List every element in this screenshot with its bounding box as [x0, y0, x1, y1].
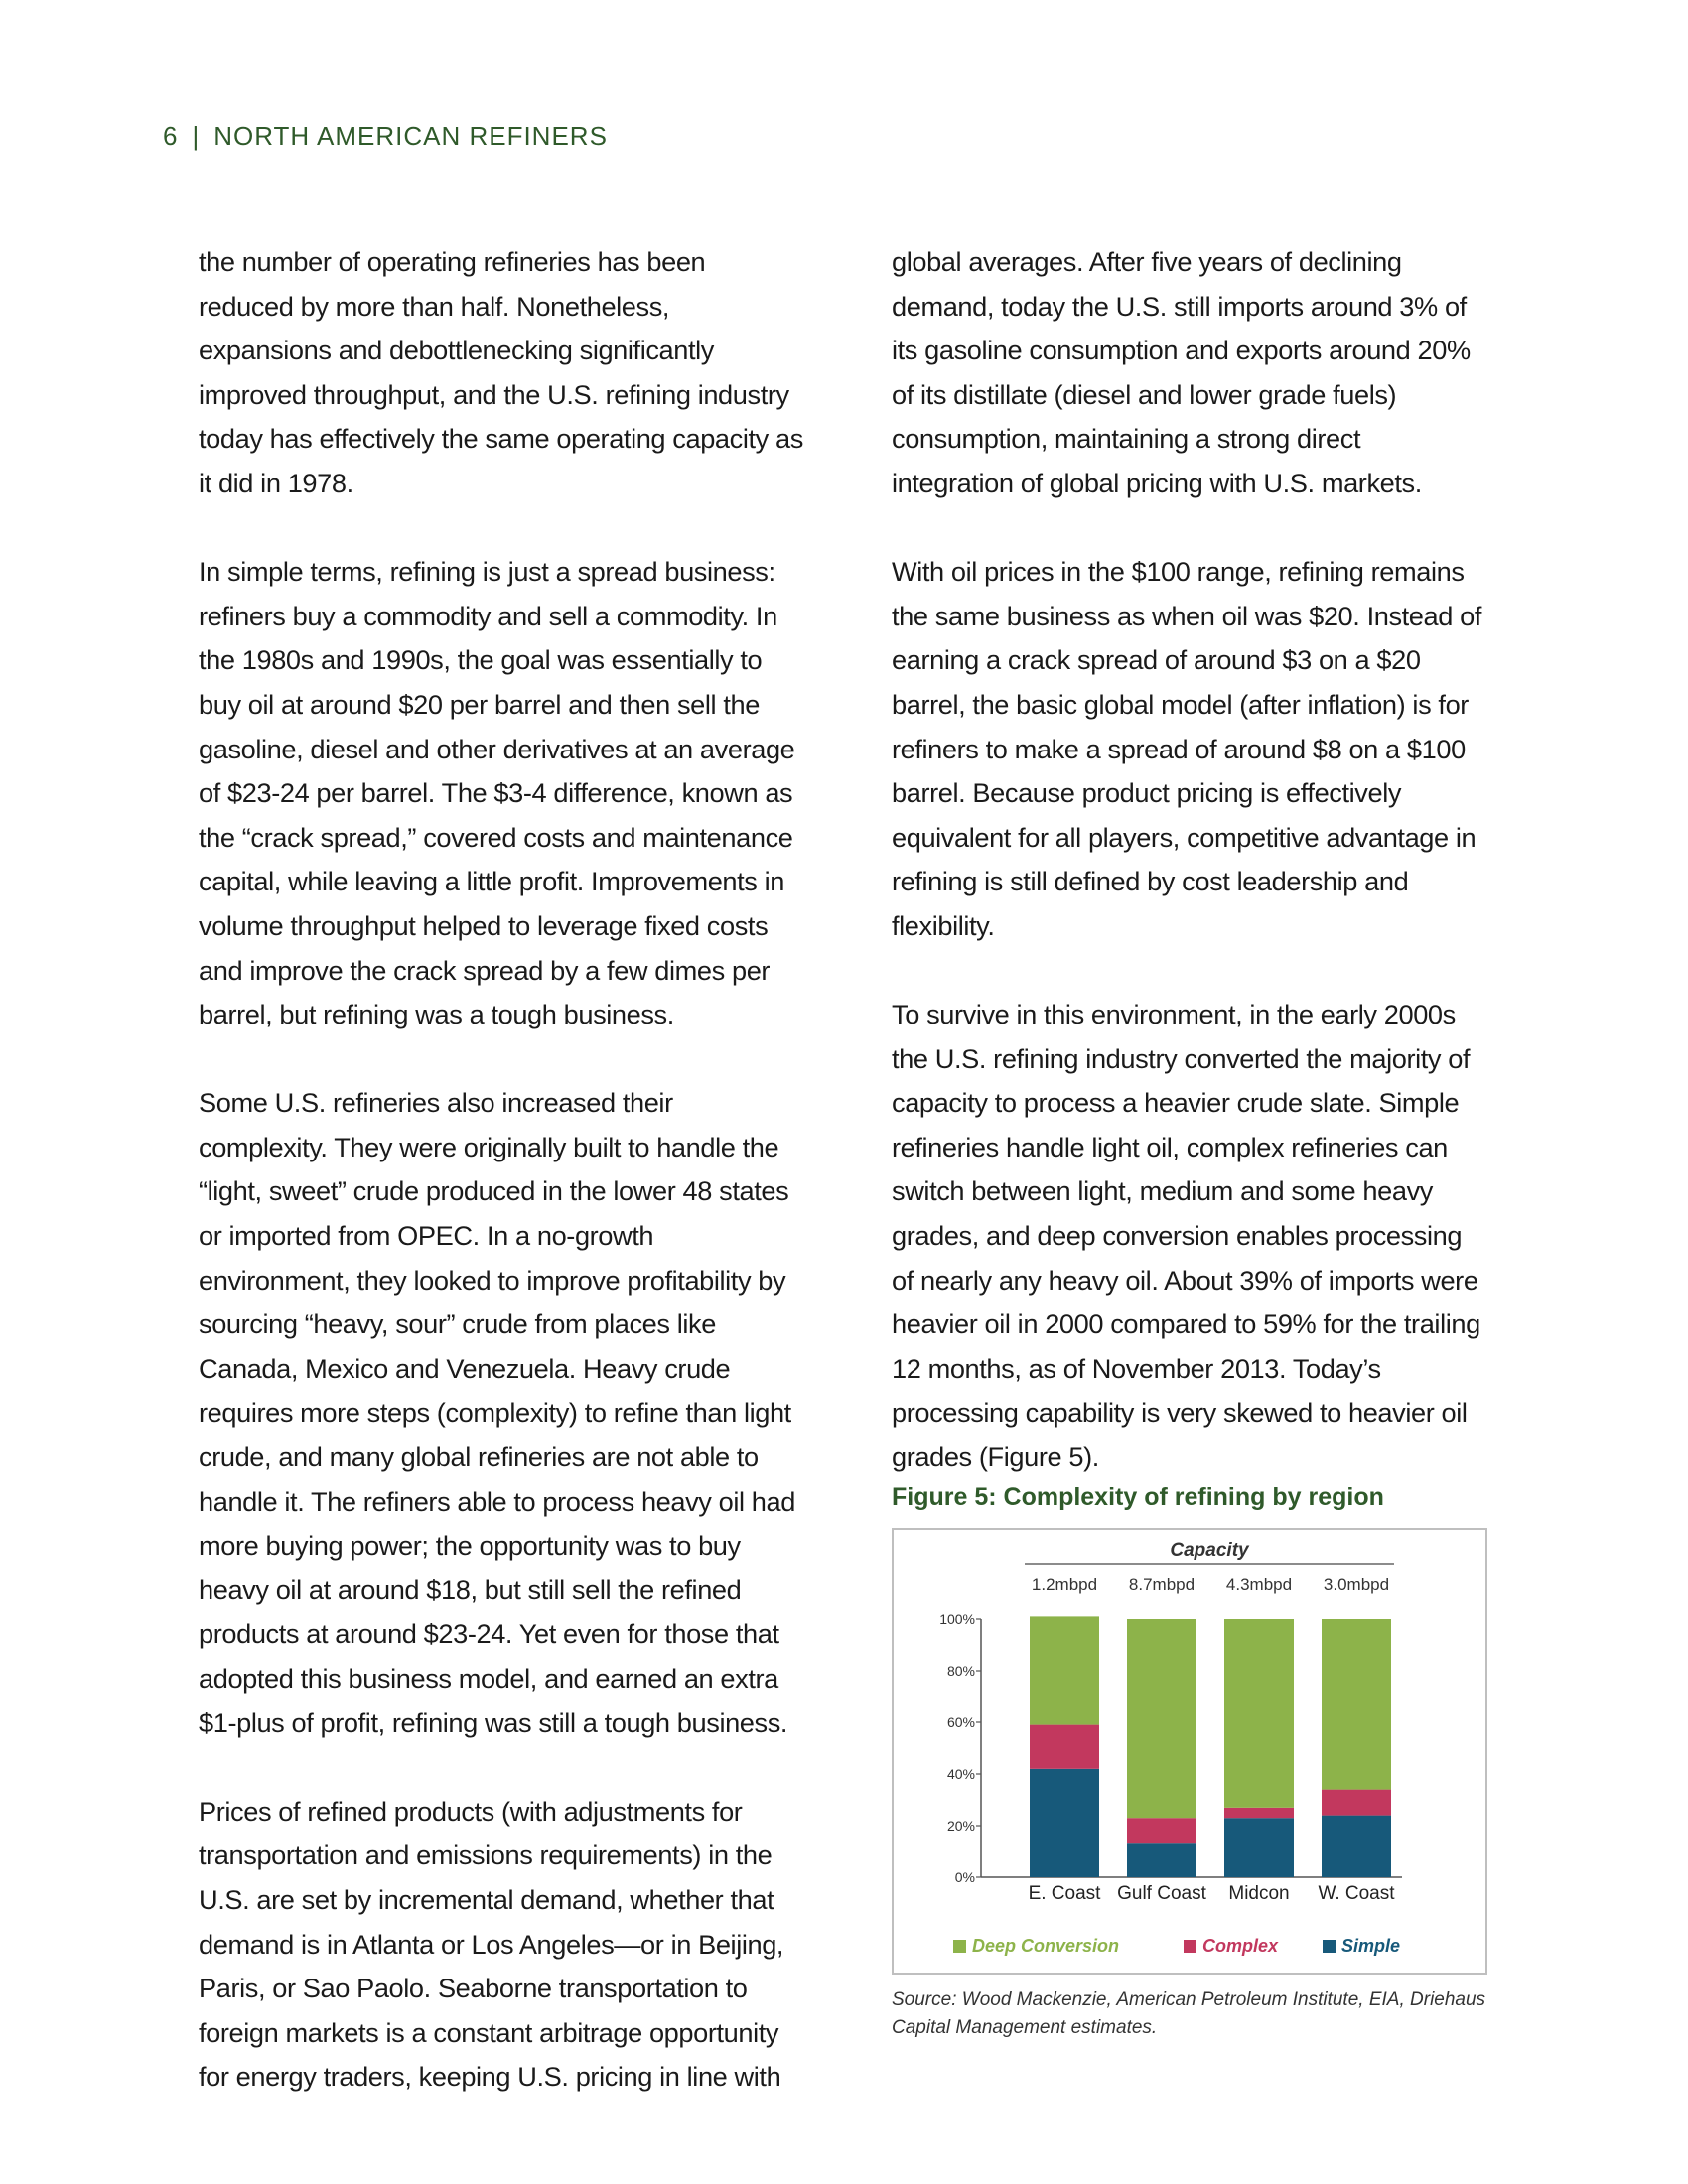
capacity-label: 4.3mbpd: [1225, 1575, 1293, 1594]
capacity-label: 1.2mbpd: [1031, 1575, 1098, 1594]
bar-segment-simple: [1030, 1769, 1099, 1877]
figure-chart-box: [892, 1528, 1487, 1975]
figure-source: Source: Wood Mackenzie, American Petroleum Institute, EIA, Driehaus Capital Management estimates.: [892, 1989, 1486, 2038]
x-tick-label: Gulf Coast: [1117, 1883, 1206, 1904]
capacity-label: 3.0mbpd: [1323, 1575, 1390, 1594]
y-tick-label: 40%: [946, 1766, 975, 1782]
legend-label: Simple: [1341, 1936, 1401, 1956]
bar-segment-deep-conversion: [1127, 1619, 1196, 1818]
bar-segment-complex: [1127, 1818, 1196, 1843]
stacked-bar-chart: [894, 1530, 1485, 1973]
legend-label: Complex: [1202, 1936, 1279, 1956]
y-tick-label: 60%: [946, 1714, 975, 1730]
bar-segment-deep-conversion: [1030, 1616, 1099, 1724]
paragraph: the number of operating refineries has been reduced by more than half. Nonetheless, expansions and debottlenecking significantly improved throughput, and the U.S. refining industry today has effectively the same operating capacity as it did in 1978.: [199, 246, 803, 498]
y-tick-label: 0%: [954, 1869, 975, 1885]
bar-segment-deep-conversion: [1322, 1619, 1391, 1790]
right-column: [892, 240, 1487, 1524]
paragraph: global averages. After five years of declining demand, today the U.S. still imports around 3% of its gasoline consumption and exports around 20% of its distillate (diesel and lower grade fuels) consumption, maintaining a strong direct integration of global pricing with U.S. markets.: [892, 246, 1471, 498]
legend-label: Deep Conversion: [972, 1936, 1120, 1956]
left-column: [199, 240, 806, 2144]
bar-segment-simple: [1224, 1818, 1294, 1877]
bar-segment-complex: [1224, 1808, 1294, 1818]
bar-segment-complex: [1030, 1725, 1099, 1769]
paragraph: To survive in this environment, in the early 2000s the U.S. refining industry converted the majority of capacity to process a heavier crude slate. Simple refineries handle light oil, complex refineries can switch between light, medium and some heavy grades, and deep conversion enables processing of nearly any heavy oil. About 39% of imports were heavier oil in 2000 compared to 59% for the trailing 12 months, as of November 2013. Today’s processing capability is very skewed to heavier oil grades (Figure 5).: [892, 999, 1480, 1473]
bar-segment-simple: [1127, 1843, 1196, 1877]
x-tick-label: W. Coast: [1318, 1883, 1395, 1904]
legend-swatch: [953, 1940, 966, 1953]
section-title: NORTH AMERICAN REFINERS: [213, 121, 608, 151]
x-tick-label: E. Coast: [1028, 1883, 1101, 1904]
x-tick-label: Midcon: [1228, 1883, 1290, 1904]
y-tick-label: 20%: [946, 1818, 975, 1834]
y-tick-label: 80%: [946, 1663, 975, 1679]
bar-segment-deep-conversion: [1224, 1619, 1294, 1808]
paragraph: With oil prices in the $100 range, refining remains the same business as when oil was $20. Instead of earning a crack spread of around $3 on a $20 barrel, the basic global model (after inflation) is for refiners to make a spread of around $8 on a $100 barrel. Because product pricing is effectively equivalent for all players, competitive advantage in refining is still defined by cost leadership and flexibility.: [892, 556, 1481, 941]
header-separator: |: [192, 121, 201, 151]
page-number: 6: [163, 121, 179, 151]
bar-segment-simple: [1322, 1816, 1391, 1877]
legend-swatch: [1184, 1940, 1196, 1953]
y-tick-label: 100%: [939, 1611, 975, 1627]
paragraph: Some U.S. refineries also increased their complexity. They were originally built to handle the “light, sweet” crude produced in the lower 48 states or imported from OPEC. In a no-growth environment, they looked to improve profitability by sourcing “heavy, sour” crude from places like Canada, Mexico and Venezuela. Heavy crude requires more steps (complexity) to refine than light crude, and many global refineries are not able to handle it. The refiners able to process heavy oil had more buying power; the opportunity was to buy heavy oil at around $18, but still sell the refined products at around $23-24. Yet even for those that adopted this business model, and earned an extra $1-plus of profit, refining was still a tough business.: [199, 1087, 795, 1738]
bar-segment-complex: [1322, 1790, 1391, 1816]
paragraph: Prices of refined products (with adjustments for transportation and emissions requirements) in the U.S. are set by incremental demand, whether that demand is in Atlanta or Los Angeles—or in Beijing, Paris, or Sao Paolo. Seaborne transportation to foreign markets is a constant arbitrage opportunity for energy traders, keeping U.S. pricing in line with: [199, 1795, 784, 2093]
capacity-label: 8.7mbpd: [1128, 1575, 1196, 1594]
legend-swatch: [1323, 1940, 1336, 1953]
paragraph: In simple terms, refining is just a spread business: refiners buy a commodity and sell a commodity. In the 1980s and 1990s, the goal was essentially to buy oil at around $20 per barrel and then sell the gasoline, diesel and other derivatives at an average of $23-24 per barrel. The $3-4 difference, known as the “crack spread,” covered costs and maintenance capital, while leaving a little profit. Improvements in volume throughput helped to leverage fixed costs and improve the crack spread by a few dimes per barrel, but refining was a tough business.: [199, 556, 795, 1030]
page-header: [163, 121, 608, 152]
capacity-title: Capacity: [1170, 1540, 1249, 1561]
figure-title: Figure 5: Complexity of refining by region: [892, 1483, 1384, 1511]
